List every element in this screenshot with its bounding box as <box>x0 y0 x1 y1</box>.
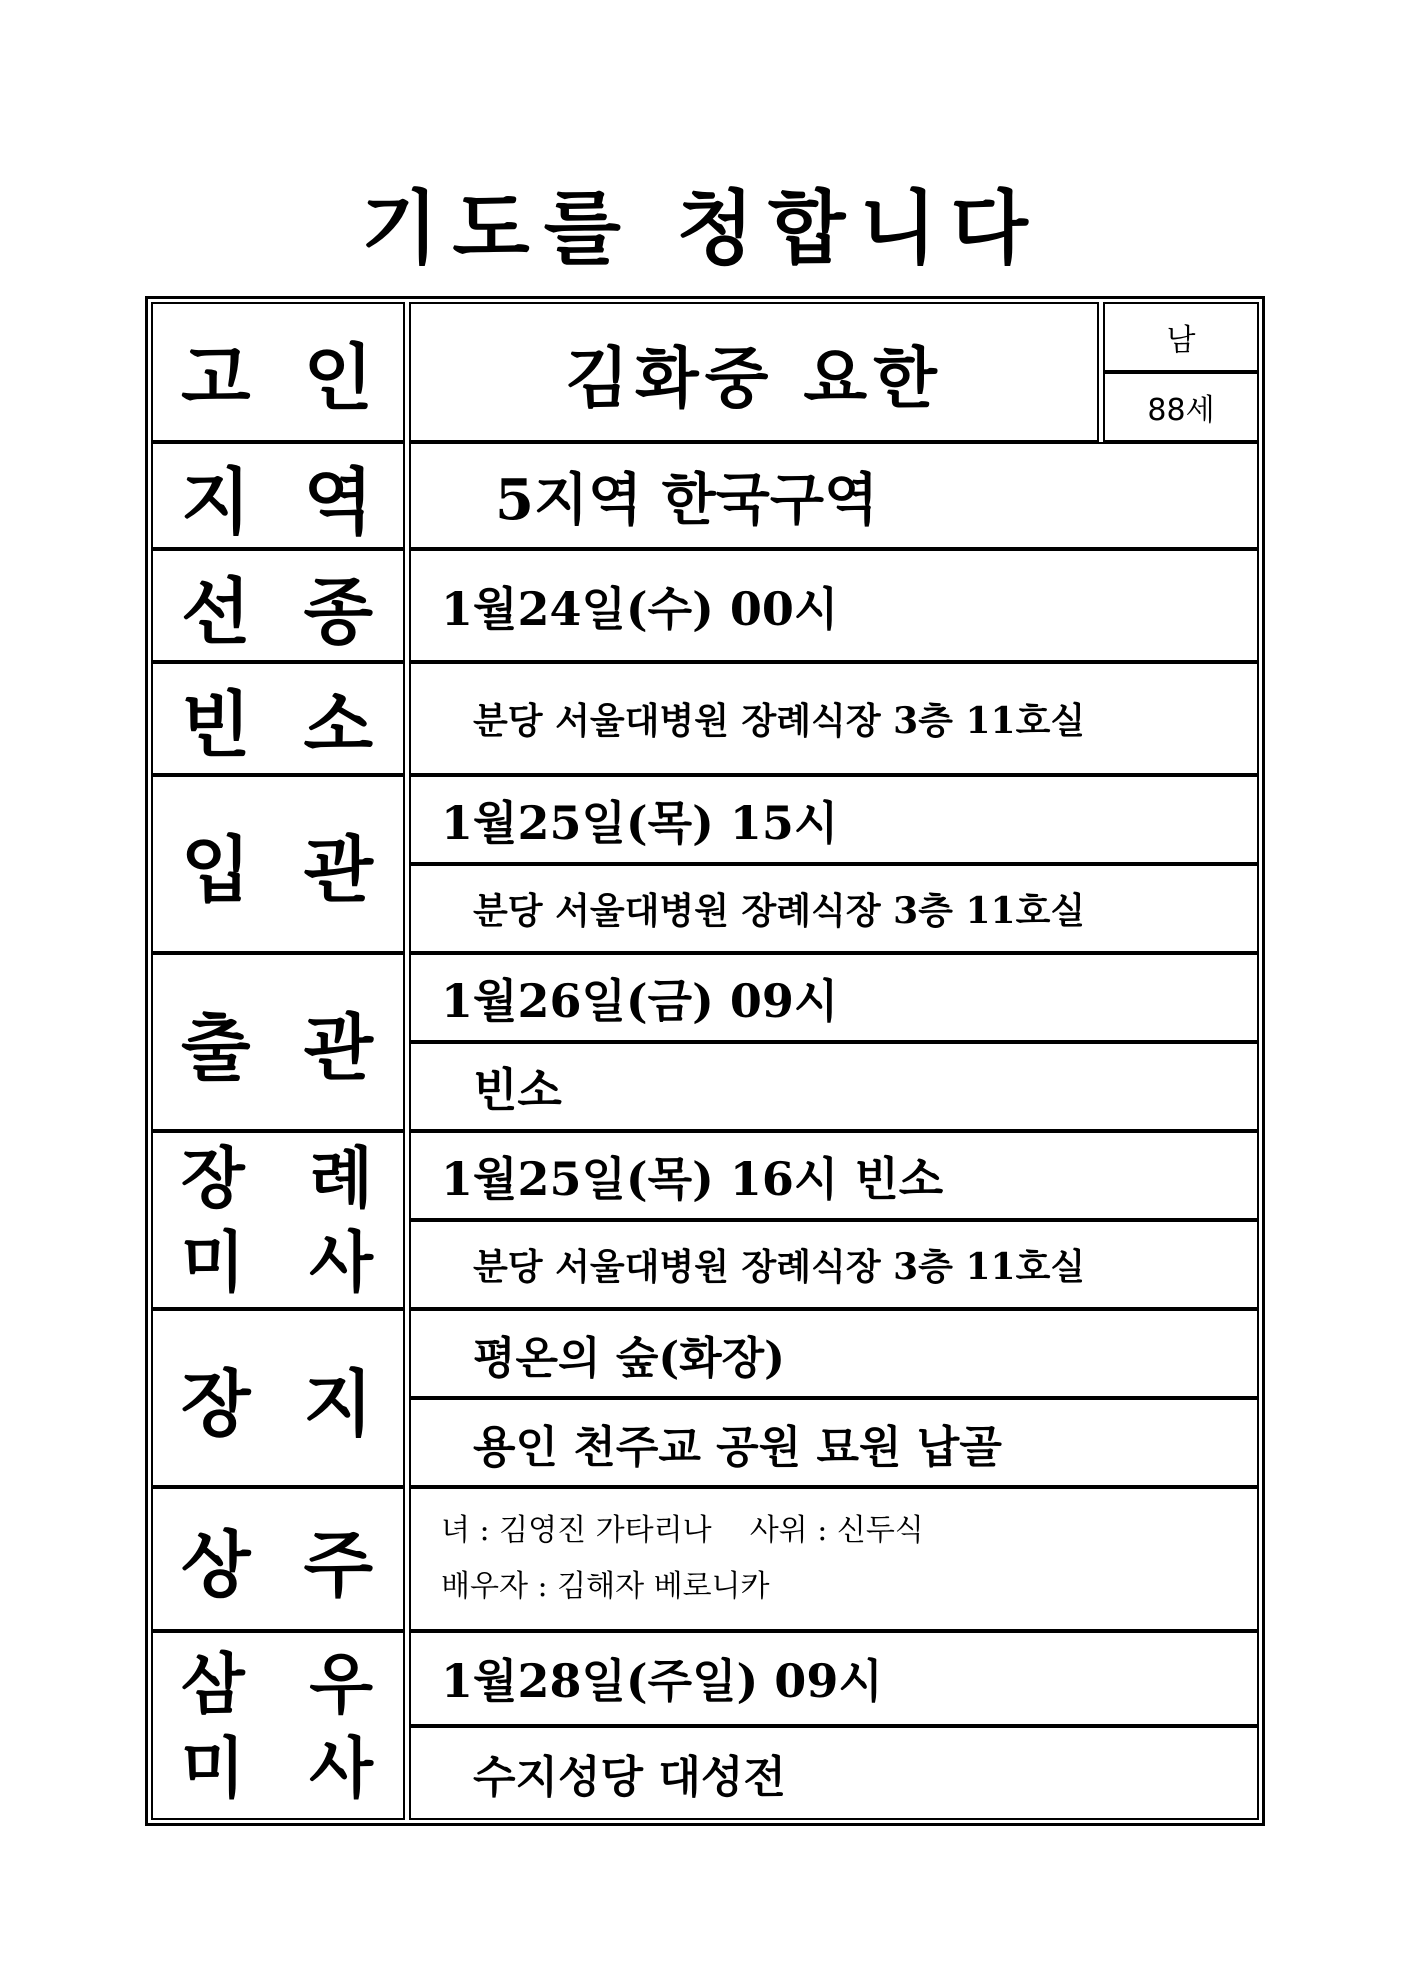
chief-mourner-line1: 녀 : 김영진 가타리나 사위 : 신두식 <box>441 1513 924 1548</box>
deceased-age: 88세 <box>1103 372 1259 442</box>
label-region: 지 역 <box>151 442 405 549</box>
row-departure <box>151 953 1259 1131</box>
third-day-mass-time: 1월28일(주일) 09시 <box>409 1631 1259 1726</box>
funeral-mass-time: 1월25일(목) 16시 빈소 <box>409 1131 1259 1220</box>
row-funeral-mass <box>151 1131 1259 1309</box>
deceased-name: 김화중 요한 <box>409 302 1099 442</box>
notice-table <box>145 296 1265 1826</box>
burial-place: 용인 천주교 공원 묘원 납골 <box>409 1398 1259 1487</box>
row-death <box>151 549 1259 662</box>
label-funeral-mass: 장 례 미 사 <box>151 1131 405 1309</box>
row-mortuary <box>151 662 1259 775</box>
row-chief-mourner <box>151 1487 1259 1631</box>
deceased-gender: 남 <box>1103 302 1259 372</box>
label-death: 선 종 <box>151 549 405 662</box>
label-burial: 장 지 <box>151 1309 405 1487</box>
departure-time: 1월26일(금) 09시 <box>409 953 1259 1042</box>
row-deceased <box>151 302 1259 442</box>
label-encoffin: 입 관 <box>151 775 405 953</box>
encoffin-time: 1월25일(목) 15시 <box>409 775 1259 864</box>
burial-method: 평온의 숲(화장) <box>409 1309 1259 1398</box>
chief-mourner-line2: 배우자 : 김해자 베로니카 <box>441 1569 770 1604</box>
label-deceased: 고 인 <box>151 302 405 442</box>
departure-place: 빈소 <box>409 1042 1259 1131</box>
chief-mourner-value <box>409 1487 1259 1631</box>
row-third-day-mass <box>151 1631 1259 1820</box>
funeral-mass-place: 분당 서울대병원 장례식장 3층 11호실 <box>409 1220 1259 1309</box>
region-value: 5지역 한국구역 <box>409 442 1259 549</box>
third-day-mass-place: 수지성당 대성전 <box>409 1726 1259 1821</box>
row-region <box>151 442 1259 549</box>
mortuary-value: 분당 서울대병원 장례식장 3층 11호실 <box>409 662 1259 775</box>
death-value: 1월24일(수) 00시 <box>409 549 1259 662</box>
encoffin-place: 분당 서울대병원 장례식장 3층 11호실 <box>409 864 1259 953</box>
page-title: 기도를 청합니다 <box>361 181 1042 275</box>
label-chief-mourner: 상 주 <box>151 1487 405 1631</box>
row-burial <box>151 1309 1259 1487</box>
row-encoffin <box>151 775 1259 953</box>
label-departure: 출 관 <box>151 953 405 1131</box>
label-mortuary: 빈 소 <box>151 662 405 775</box>
label-third-day-mass: 삼 우 미 사 <box>151 1631 405 1820</box>
